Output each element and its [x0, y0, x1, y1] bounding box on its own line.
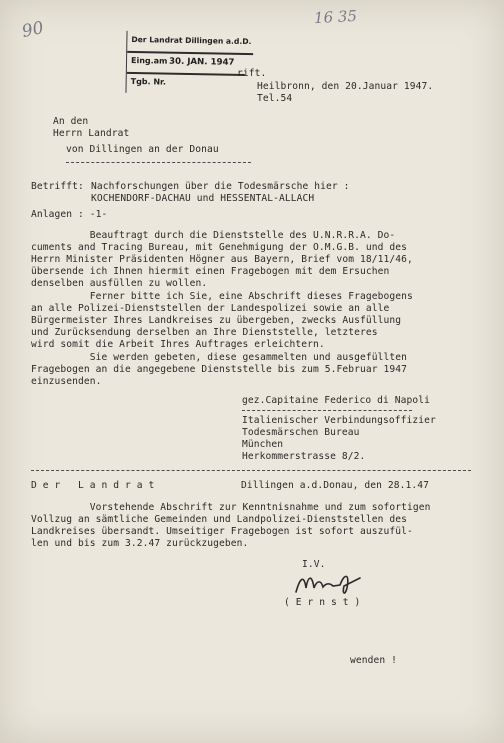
addressee-line-1: An den — [53, 116, 89, 127]
body-line: denselben ausfüllen zu wollen. — [31, 278, 208, 289]
address-separator — [66, 162, 251, 163]
stamp-office-line: Der Landrat Dillingen a.d.D. — [131, 34, 252, 47]
note-line: len und bis zum 3.2.47 zurückzugeben. — [31, 538, 249, 549]
note-line: Landkreises übersandt. Umseitiger Fragebogen ist sofort auszufül- — [31, 526, 413, 537]
sender-street: Herkommerstrasse 8/2. — [242, 451, 366, 462]
receipt-stamp — [125, 31, 253, 95]
section-separator — [31, 470, 471, 471]
body-line: an alle Polizei-Dienststellen der Landespolizei sowie an alle — [31, 303, 390, 314]
body-line: cuments and Tracing Bureau, mit Genehmigung der O.M.G.B. und des — [31, 242, 408, 253]
body-line: Fragebogen an die angegebene Dienststelle bis zum 5.Februar 1947 — [31, 364, 408, 375]
on-behalf-label: I.V. — [302, 559, 326, 570]
body-line: übersende ich Ihnen hiermit einen Fragebogen mit dem Ersuchen — [31, 266, 390, 277]
body-line: und Zurücksendung derselben an Ihre Dienststelle, letzteres — [31, 327, 378, 338]
attachments-line: Anlagen : -1- — [31, 209, 108, 220]
sender-title: Italienischer Verbindungsoffizier — [242, 415, 436, 426]
stamp-journal-number: Tgb. Nr. — [130, 76, 167, 87]
body-line: Ferner bitte ich Sie, eine Abschrift dieses Fragebogens — [31, 291, 413, 302]
note-line: Vorstehende Abschrift zur Kenntnisnahme und zum sofortigen — [31, 502, 431, 513]
subject-label: Betrifft: — [31, 181, 84, 192]
note-sender: D e r L a n d r a t — [31, 480, 155, 491]
letter-place-date: Heilbronn, den 20.Januar 1947. — [257, 81, 434, 92]
addressee-line-3: von Dillingen an der Donau — [66, 144, 219, 155]
stamp-received-label: Eing.am — [130, 55, 168, 66]
sender-office: Todesmärschen Bureau — [242, 427, 360, 438]
handwritten-number-top-left: 90 — [20, 17, 46, 43]
handwritten-signature — [290, 568, 370, 598]
body-line: Bürgermeister Ihres Landkreises zu übergeben, zwecks Ausfüllung — [31, 315, 402, 326]
stamp-received-date: 30. JAN. 1947 — [168, 56, 235, 68]
body-line: wird somit die Arbeit Ihres Auftrages erleichtern. — [31, 339, 325, 350]
stamp-overlap-text: rift. — [237, 68, 267, 79]
signed-by-line: gez.Capitaine Federico di Napoli — [242, 395, 431, 406]
note-place-date: Dillingen a.d.Donau, den 28.1.47 — [241, 480, 430, 491]
note-line: Vollzug an sämtliche Gemeinden und Landpolizei-Dienststellen des — [31, 514, 408, 525]
subject-line-1: Nachforschungen über die Todesmärsche hier : — [91, 181, 350, 192]
sender-city: München — [242, 439, 284, 450]
body-line: einzusenden. — [31, 376, 102, 387]
subject-line-2: KOCHENDORF-DACHAU und HESSENTAL-ALLACH — [91, 193, 315, 204]
please-turn-over: wenden ! — [350, 655, 398, 666]
handwritten-reference-top-right: 16 35 — [313, 6, 358, 28]
signature-separator — [242, 410, 412, 411]
body-line: Beauftragt durch die Dienststelle des U.N.R.R.A. Do- — [31, 230, 396, 241]
letter-telephone: Tel.54 — [257, 93, 293, 104]
addressee-line-2: Herrn Landrat — [53, 128, 130, 139]
body-line: Sie werden gebeten, diese gesammelten und ausgefüllten — [31, 352, 408, 363]
signer-name: ( E r n s t ) — [284, 597, 361, 608]
body-line: Herrn Minister Präsidenten Högner aus Bayern, Brief vom 18/11/46, — [31, 254, 413, 265]
